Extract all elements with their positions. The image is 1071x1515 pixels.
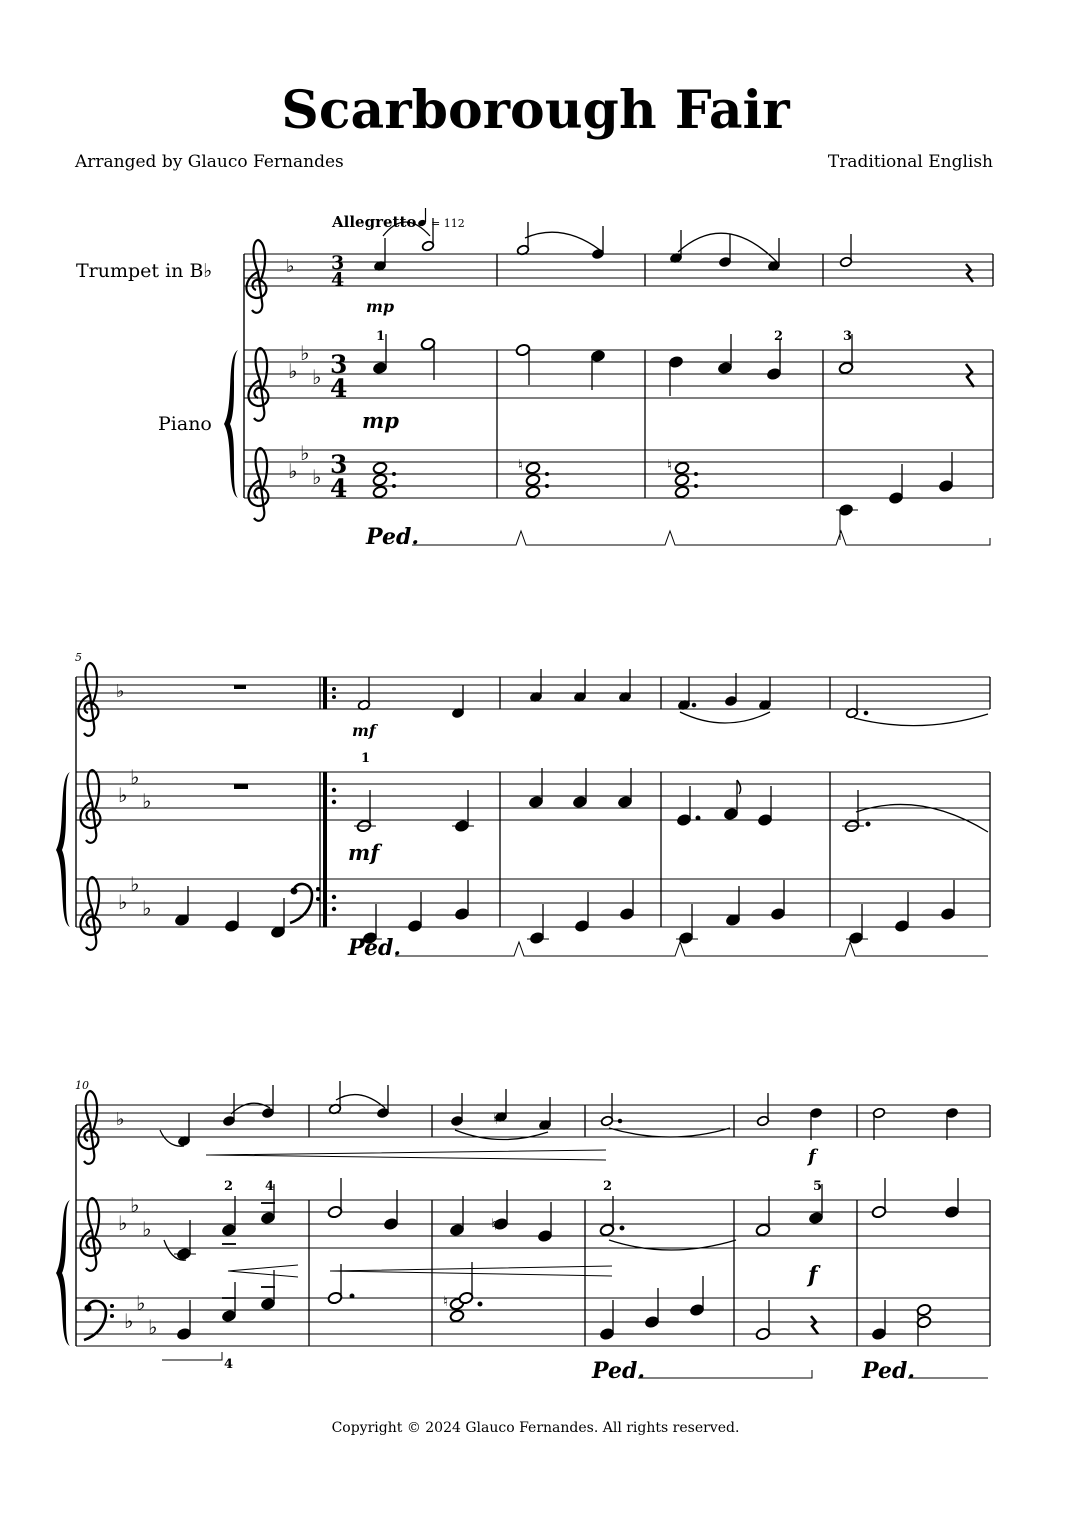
svg-text:♮: ♮: [443, 1294, 449, 1310]
svg-text:♭: ♭: [118, 1211, 128, 1235]
system-2: [56, 651, 990, 961]
page-title: Scarborough Fair: [281, 80, 790, 141]
copyright-notice: Copyright © 2024 Glauco Fernandes. All rights reserved.: [331, 1420, 740, 1436]
svg-text:♭: ♭: [116, 681, 125, 702]
svg-text:3: 3: [330, 350, 348, 379]
arranger-credit: Arranged by Glauco Fernandes: [75, 152, 344, 172]
fingering: 3: [843, 329, 853, 344]
svg-text:♭: ♭: [312, 465, 322, 489]
svg-text:♭: ♭: [288, 459, 298, 483]
svg-text:3: 3: [331, 252, 345, 274]
pedal-mark: Ped.: [592, 1358, 645, 1384]
fingering: 5: [813, 1179, 823, 1194]
svg-text:♮: ♮: [667, 456, 673, 474]
fingering: 2: [774, 329, 784, 344]
dynamic-f: f: [808, 1262, 818, 1288]
tempo-value: = 112: [431, 217, 465, 230]
instrument-label-piano: Piano: [158, 413, 212, 435]
dynamic-mp: mp: [366, 297, 395, 316]
dynamic-mf: mf: [348, 840, 380, 865]
svg-text:♭: ♭: [118, 890, 128, 914]
svg-text:♭: ♭: [312, 365, 322, 389]
fingering: 4: [265, 1179, 275, 1194]
svg-text:♮: ♮: [518, 456, 524, 474]
svg-text:4: 4: [330, 474, 348, 503]
svg-text:♮: ♮: [491, 1215, 497, 1234]
svg-text:♭: ♭: [300, 341, 310, 365]
svg-text:4: 4: [330, 374, 348, 403]
svg-text:♭: ♭: [148, 1315, 158, 1339]
fingering: 4: [224, 1357, 234, 1372]
pedal-mark: Ped.: [348, 935, 401, 961]
svg-text:♭: ♭: [288, 359, 298, 383]
svg-text:♭: ♭: [300, 441, 310, 465]
system-1: [76, 208, 993, 550]
svg-text:♭: ♭: [130, 872, 140, 896]
dynamic-mp: mp: [362, 408, 399, 433]
svg-text:4: 4: [331, 269, 345, 291]
dynamic-mf: mf: [352, 721, 376, 740]
svg-text:♮: ♮: [493, 1112, 499, 1128]
fingering: 2: [224, 1179, 234, 1194]
svg-text:♭: ♭: [142, 896, 152, 920]
svg-text:♭: ♭: [142, 789, 152, 813]
svg-text:♭: ♭: [124, 1309, 134, 1333]
pedal-mark: Ped.: [366, 524, 419, 550]
composer-credit: Traditional English: [827, 152, 993, 172]
measure-number: 10: [75, 1079, 89, 1092]
pedal-mark: Ped.: [862, 1358, 915, 1384]
svg-text:♭: ♭: [142, 1217, 152, 1241]
svg-text:♭: ♭: [130, 1193, 140, 1217]
instrument-label-trumpet: Trumpet in B♭: [76, 260, 213, 282]
fingering: 2: [603, 1179, 613, 1194]
svg-text:♭: ♭: [136, 1291, 146, 1315]
dynamic-f: f: [808, 1146, 816, 1167]
tempo-text: Allegretto: [332, 213, 417, 231]
svg-text:♭: ♭: [286, 256, 295, 277]
measure-number: 5: [75, 651, 82, 664]
svg-text:♭: ♭: [118, 783, 128, 807]
svg-text:♭: ♭: [116, 1109, 125, 1130]
svg-text:♭: ♭: [130, 765, 140, 789]
fingering: 1: [376, 329, 386, 344]
fingering: 1: [361, 751, 371, 766]
svg-text:3: 3: [330, 450, 348, 479]
system-3: [56, 1079, 990, 1384]
